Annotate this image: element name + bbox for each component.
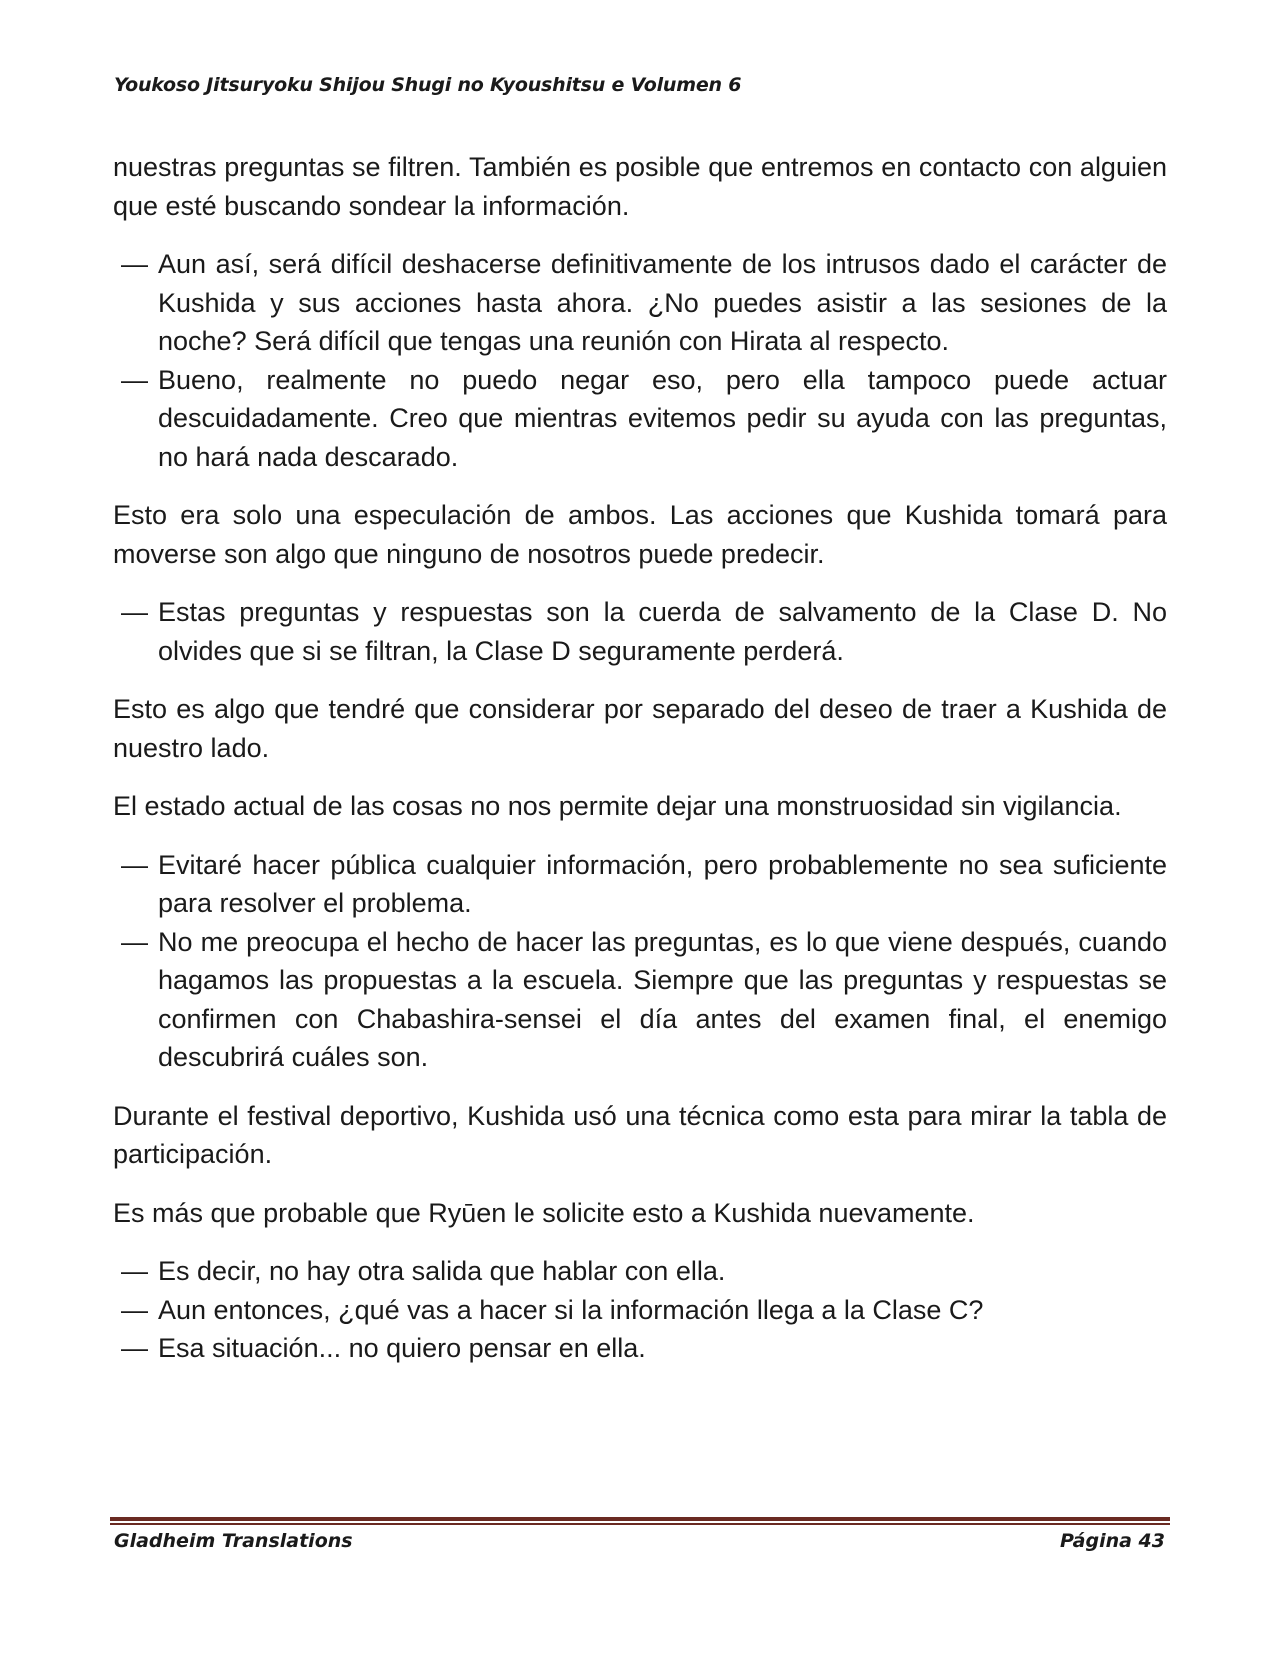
- em-dash: —: [121, 926, 148, 957]
- running-header: Youkoso Jitsuryoku Shijou Shugi no Kyoushitsu e Volumen 6: [114, 74, 742, 96]
- em-dash: —: [121, 597, 148, 627]
- dialogue-line: [113, 245, 1167, 361]
- em-dash: —: [121, 1294, 148, 1325]
- dialogue-text: Evitaré hacer pública cualquier información, pero probablemente no sea suficiente para resolver el problema.: [158, 849, 1167, 918]
- dialogue-line: [113, 1291, 1167, 1330]
- em-dash: —: [121, 364, 148, 395]
- paragraph: Durante el festival deportivo, Kushida usó una técnica como esta para mirar la tabla de participación.: [113, 1100, 1167, 1169]
- dialogue-text: Es decir, no hay otra salida que hablar con ella.: [158, 1256, 726, 1286]
- footer-publisher: Gladheim Translations: [114, 1530, 353, 1552]
- dialogue-line: [113, 846, 1167, 923]
- dialogue-text: Aun así, será difícil deshacerse definitivamente de los intrusos dado el carácter de Kushida y sus acciones hasta ahora. ¿No puedes asistir a las sesiones de la noche? Será difícil que tengas una reunión con Hirata al respecto.: [158, 249, 1167, 356]
- dialogue-group: [113, 1252, 1167, 1368]
- page-number: Página 43: [1059, 1530, 1165, 1552]
- dialogue-line: [113, 361, 1167, 477]
- paragraph: Esto era solo una especulación de ambos. Las acciones que Kushida tomará para moverse son algo que ninguno de nosotros puede predecir.: [113, 500, 1167, 569]
- dialogue-text: No me preocupa el hecho de hacer las preguntas, es lo que viene después, cuando hagamos las propuestas a la escuela. Siempre que las preguntas y respuestas se confirmen con Chabashira-sensei el día antes del examen final, el enemigo descubrirá cuáles son.: [158, 926, 1167, 1072]
- em-dash: —: [121, 249, 148, 279]
- dialogue-text: Estas preguntas y respuestas son la cuerda de salvamento de la Clase D. No olvides que si se filtran, la Clase D seguramente perderá.: [158, 597, 1167, 666]
- paragraph: nuestras preguntas se filtren. También es posible que entremos en contacto con alguien que esté buscando sondear la información.: [113, 152, 1167, 221]
- footer-rule-thin: [110, 1523, 1170, 1525]
- dialogue-line: [113, 1252, 1167, 1291]
- dialogue-group: [113, 245, 1167, 476]
- dialogue-group: [113, 846, 1167, 1077]
- dialogue-line: [113, 923, 1167, 1077]
- dialogue-text: Esa situación... no quiero pensar en ella.: [158, 1333, 646, 1363]
- page-body: [113, 148, 1167, 1388]
- dialogue-text: Aun entonces, ¿qué vas a hacer si la información llega a la Clase C?: [158, 1294, 984, 1325]
- em-dash: —: [121, 1333, 148, 1363]
- paragraph: Es más que probable que Ryūen le solicite esto a Kushida nuevamente.: [113, 1197, 975, 1228]
- paragraph: El estado actual de las cosas no nos permite dejar una monstruosidad sin vigilancia.: [113, 791, 1122, 821]
- dialogue-line: [113, 1329, 1167, 1368]
- em-dash: —: [121, 1256, 148, 1286]
- footer-rule: [110, 1517, 1170, 1521]
- em-dash: —: [121, 849, 148, 880]
- paragraph: Esto es algo que tendré que considerar por separado del deseo de traer a Kushida de nuestro lado.: [113, 694, 1167, 763]
- dialogue-group: [113, 593, 1167, 670]
- dialogue-text: Bueno, realmente no puedo negar eso, pero ella tampoco puede actuar descuidadamente. Creo que mientras evitemos pedir su ayuda con las preguntas, no hará nada descarado.: [158, 364, 1167, 472]
- dialogue-line: [113, 593, 1167, 670]
